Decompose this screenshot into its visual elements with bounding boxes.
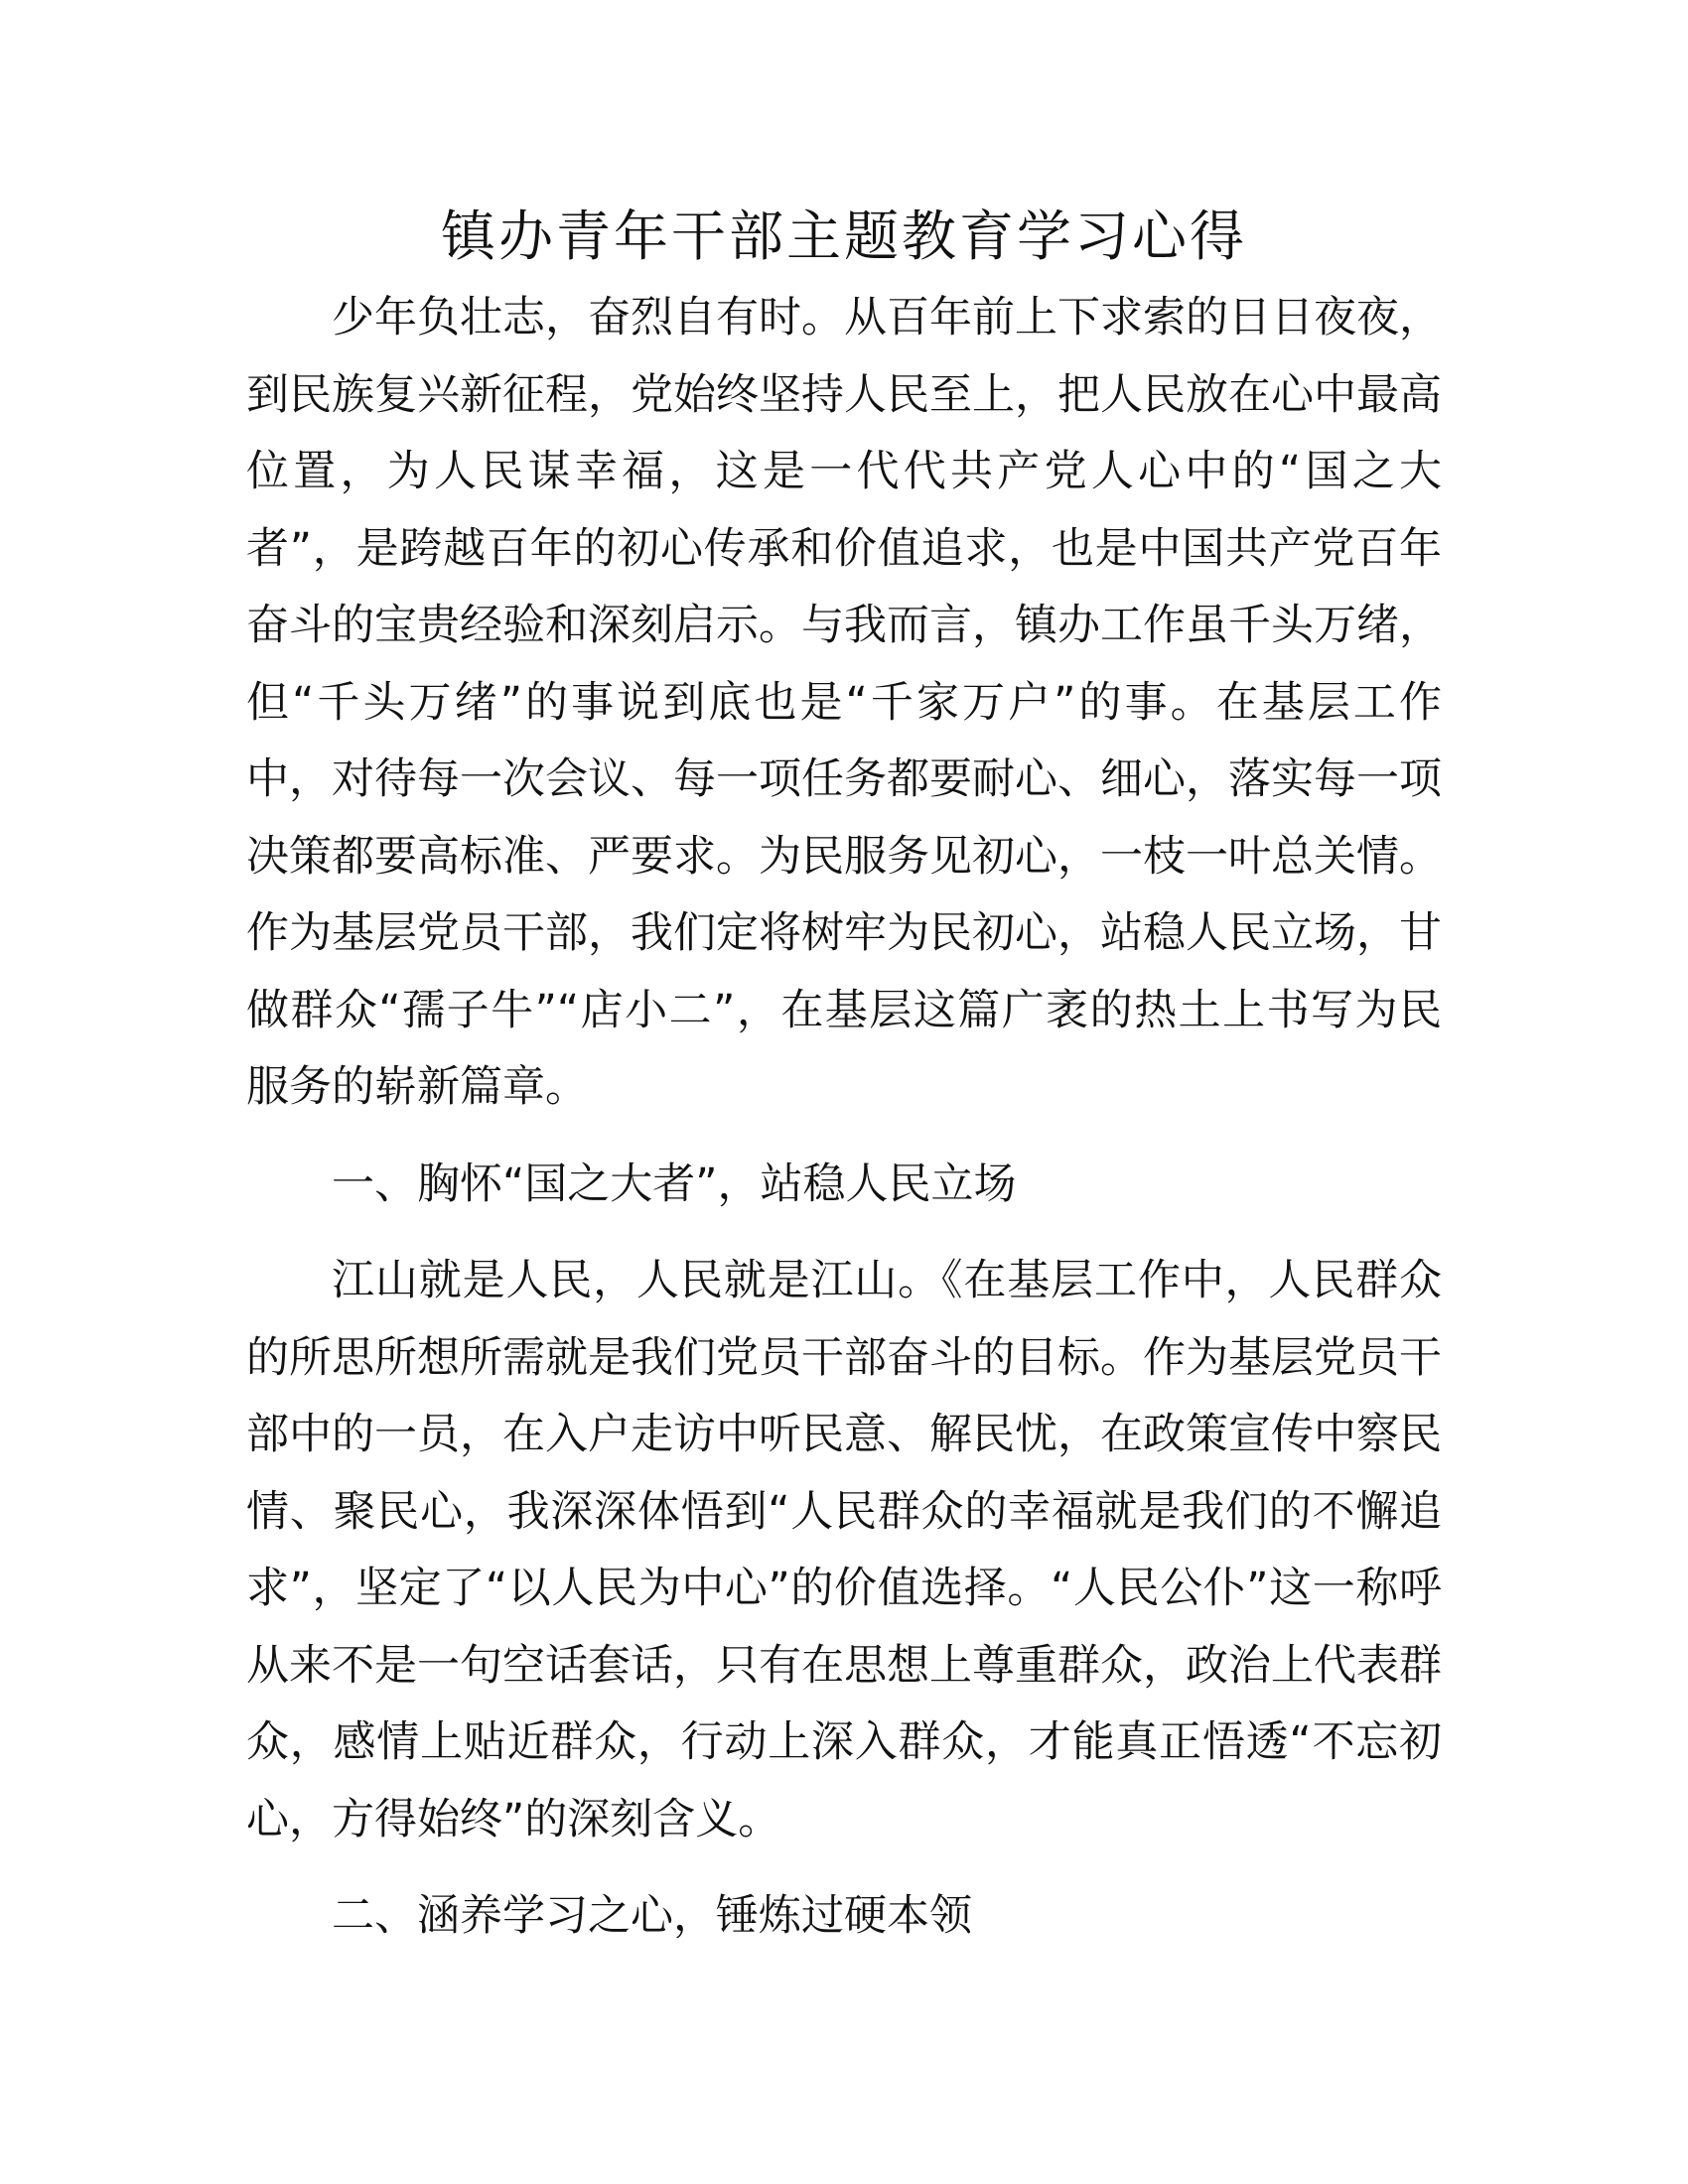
section-heading-1: 一、胸怀“国之大者”，站稳人民立场: [332, 1159, 1017, 1209]
document-title: 镇办青年干部主题教育学习心得: [440, 205, 1247, 268]
intro-paragraph: 少年负壮志，奋烈自有时。从百年前上下求索的日日夜夜，到民族复兴新征程，党始终坚持人民至上，把人民放在心中最高位置，为人民谋幸福，这是一代代共产党人心中的“国之大者”，是跨越百年的初心传承和价值追求，也是中国共产党百年奋斗的宝贵经验和深刻启示。与我而言，镇办工作虽千头万绪，但“千头万绪”的事说到底也是“千家万户”的事。在基层工作中，对待每一次会议、每一项任务都要耐心、细心，落实每一项决策都要高标准、严要求。为民服务见初心，一枝一叶总关情。作为基层党员干部，我们定将树牢为民初心，站稳人民立场，甘做群众“孺子牛”“店小二”，在基层这篇广袤的热土上书写为民服务的崭新篇章。: [246, 293, 1442, 1112]
document-body: [246, 280, 1442, 1956]
section-1-paragraph: 江山就是人民，人民就是江山。《在基层工作中，人民群众的所思所想所需就是我们党员干部奋斗的目标。作为基层党员干部中的一员，在入户走访中听民意、解民忧，在政策宣传中察民情、聚民心，我深深体悟到“人民群众的幸福就是我们的不懈追求”，坚定了“以人民为中心”的价值选择。“人民公仆”这一称呼从来不是一句空话套话，只有在思想上尊重群众，政治上代表群众，感情上贴近群众，行动上深入群众，才能真正悟透“不忘初心，方得始终”的深刻含义。: [246, 1256, 1442, 1844]
section-heading-2: 二、涵养学习之心，锤炼过硬本领: [332, 1891, 972, 1941]
document-page: [246, 195, 1442, 1956]
